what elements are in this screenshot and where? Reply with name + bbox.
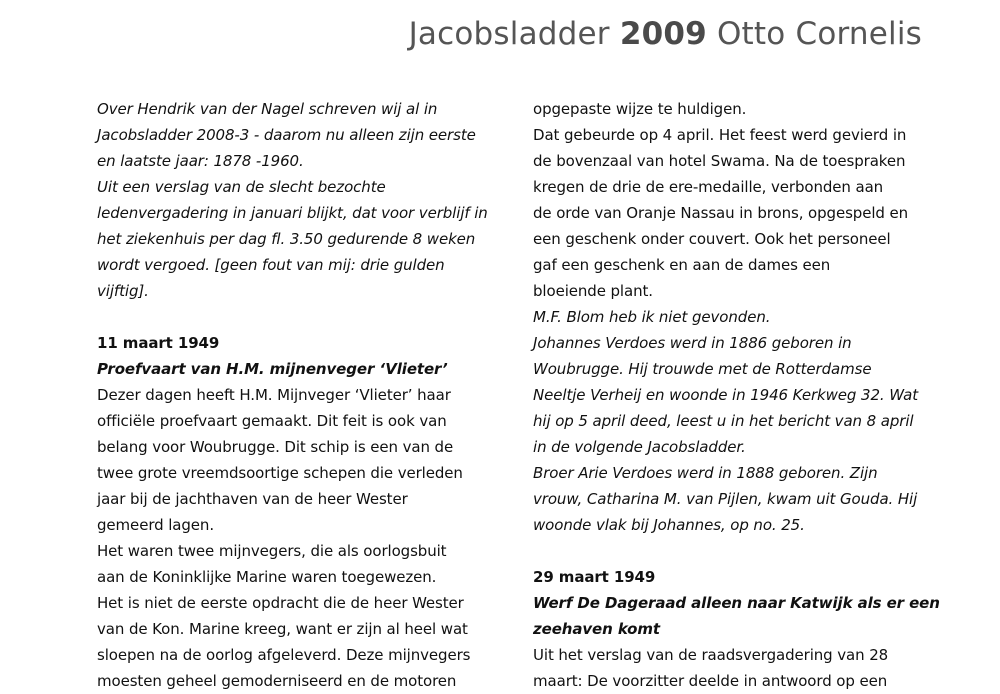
text-line: Neeltje Verheij en woonde in 1946 Kerkweg 32. Wat <box>533 386 919 404</box>
header-author: Otto Cornelis <box>706 16 922 52</box>
article-date: 29 maart 1949 <box>533 568 656 586</box>
text-line: Uit een verslag van de slecht bezochte <box>97 178 386 196</box>
text-line: de bovenzaal van hotel Swama. Na de toespraken <box>533 152 906 170</box>
text-line: aan de Koninklijke Marine waren toegewezen. <box>97 568 437 586</box>
text-line: gaf een geschenk en aan de dames een <box>533 256 831 274</box>
header-title-part1: Jacobsladder <box>408 16 620 52</box>
text-line: moesten geheel gemoderniseerd en de motoren <box>97 672 457 690</box>
text-line: belang voor Woubrugge. Dit schip is een van de <box>97 438 454 456</box>
text-line: twee grote vreemdsoortige schepen die verleden <box>97 464 463 482</box>
text-line: Jacobsladder 2008-3 - daarom nu alleen zijn eerste <box>97 126 476 144</box>
page-header <box>409 16 922 52</box>
text-line: opgepaste wijze te huldigen. <box>533 100 747 118</box>
article-body <box>97 382 497 694</box>
paragraph-gap <box>533 538 933 564</box>
article-heading: Proefvaart van H.M. mijnenveger ‘Vlieter’ <box>97 360 448 378</box>
text-line: sloepen na de oorlog afgeleverd. Deze mijnvegers <box>97 646 471 664</box>
text-line: Dat gebeurde op 4 april. Het feest werd gevierd in <box>533 126 907 144</box>
article-date: 11 maart 1949 <box>97 334 220 352</box>
text-line: Het is niet de eerste opdracht die de heer Wester <box>97 594 464 612</box>
text-line: kregen de drie de ere-medaille, verbonden aan <box>533 178 884 196</box>
article-heading: zeehaven komt <box>533 620 660 638</box>
text-line: een geschenk onder couvert. Ook het personeel <box>533 230 891 248</box>
text-line: hij op 5 april deed, leest u in het bericht van 8 april <box>533 412 914 430</box>
text-line: Over Hendrik van der Nagel schreven wij al in <box>97 100 438 118</box>
text-line: woonde vlak bij Johannes, op no. 25. <box>533 516 805 534</box>
header-year: 2009 <box>619 16 707 52</box>
text-line: vijftig]. <box>97 282 149 300</box>
paragraph-gap <box>97 304 497 330</box>
left-column <box>97 96 497 694</box>
text-line: en laatste jaar: 1878 -1960. <box>97 152 304 170</box>
text-line: ledenvergadering in januari blijkt, dat voor verblijf in <box>97 204 488 222</box>
article-heading: Werf De Dageraad alleen naar Katwijk als er een <box>533 594 940 612</box>
text-line: M.F. Blom heb ik niet gevonden. <box>533 308 771 326</box>
text-line: Het waren twee mijnvegers, die als oorlogsbuit <box>97 542 447 560</box>
text-line: Uit het verslag van de raadsvergadering van 28 <box>533 646 889 664</box>
text-line: officiële proefvaart gemaakt. Dit feit is ook van <box>97 412 447 430</box>
continued-paragraph <box>533 96 933 304</box>
text-line: jaar bij de jachthaven van de heer Wester <box>97 490 408 508</box>
text-line: Woubrugge. Hij trouwde met de Rotterdamse <box>533 360 872 378</box>
text-line: de orde van Oranje Nassau in brons, opgespeld en <box>533 204 909 222</box>
text-line: van de Kon. Marine kreeg, want er zijn al heel wat <box>97 620 468 638</box>
intro-paragraph <box>97 96 497 304</box>
author-notes <box>533 304 933 538</box>
text-line: gemeerd lagen. <box>97 516 214 534</box>
right-column <box>533 96 940 694</box>
text-line: bloeiende plant. <box>533 282 653 300</box>
text-line: Broer Arie Verdoes werd in 1888 geboren. Zijn <box>533 464 878 482</box>
text-line: Johannes Verdoes werd in 1886 geboren in <box>533 334 852 352</box>
text-line: vrouw, Catharina M. van Pijlen, kwam uit Gouda. Hij <box>533 490 918 508</box>
text-line: maart: De voorzitter deelde in antwoord op een <box>533 672 888 690</box>
text-line: wordt vergoed. [geen fout van mij: drie gulden <box>97 256 445 274</box>
text-line: in de volgende Jacobsladder. <box>533 438 746 456</box>
article-body <box>533 642 933 694</box>
text-line: het ziekenhuis per dag fl. 3.50 gedurende 8 weken <box>97 230 476 248</box>
text-line: Dezer dagen heeft H.M. Mijnveger ‘Vlieter’ haar <box>97 386 451 404</box>
